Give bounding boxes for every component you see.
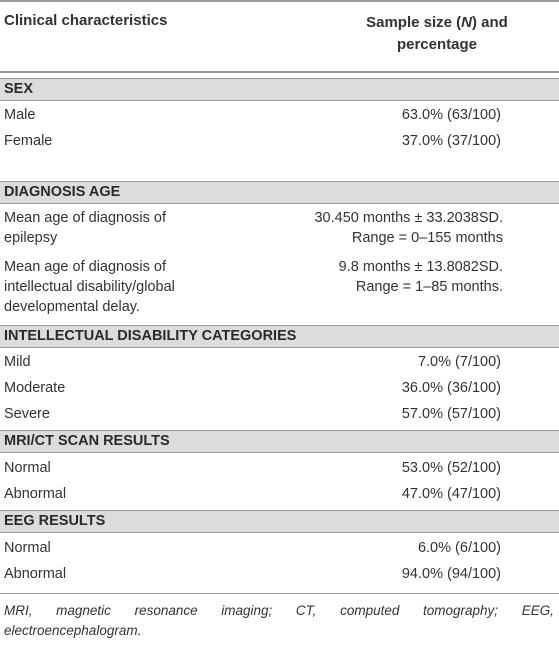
section-id-categories xyxy=(0,325,559,348)
footnote-word: EEG, xyxy=(521,603,554,618)
row-female-label: Female xyxy=(4,133,53,149)
section-eeg xyxy=(0,510,559,533)
row-eeg-normal-value: 6.0% (6/100) xyxy=(417,540,501,556)
row-mri-normal-label: Normal xyxy=(4,460,51,476)
row-male-value: 63.0% (63/100) xyxy=(401,107,501,123)
section-mri-ct-label: MRI/CT SCAN RESULTS xyxy=(4,433,170,449)
header-n-italic: N xyxy=(461,14,473,31)
row-moderate-value: 36.0% (36/100) xyxy=(401,380,501,396)
row-id-gdd-label xyxy=(4,257,175,317)
row-epilepsy-value-1: 30.450 months ± 33.2038SD. xyxy=(314,210,503,226)
row-mri-abnormal-value: 47.0% (47/100) xyxy=(401,486,501,502)
footnote-line-2: electroencephalogram. xyxy=(4,623,142,638)
row-id-gdd-label-1: Mean age of diagnosis of xyxy=(4,259,167,275)
row-epilepsy-value-2: Range = 0–155 months xyxy=(351,230,503,246)
row-epilepsy-label xyxy=(4,208,166,248)
row-mild-value: 7.0% (7/100) xyxy=(417,354,501,370)
row-mri-abnormal-label: Abnormal xyxy=(4,486,67,502)
section-eeg-label: EEG RESULTS xyxy=(4,513,106,529)
table-header xyxy=(0,0,559,73)
section-sex-label: SEX xyxy=(4,81,34,97)
section-sex xyxy=(0,78,559,101)
row-moderate-label: Moderate xyxy=(4,380,66,396)
footnote-word: resonance xyxy=(134,603,198,618)
table-footnote xyxy=(4,601,554,641)
row-male-label: Male xyxy=(4,107,36,123)
header-sample-size-text-b: ) and xyxy=(472,14,508,31)
header-clinical-characteristics: Clinical characteristics xyxy=(4,12,168,29)
footnote-word: MRI, xyxy=(4,603,33,618)
row-epilepsy-label-2: epilepsy xyxy=(4,230,58,246)
header-sample-size xyxy=(357,12,517,56)
row-severe-label: Severe xyxy=(4,406,50,422)
footnote-line-1 xyxy=(4,601,554,621)
footnote-word: magnetic xyxy=(56,603,111,618)
row-epilepsy-value xyxy=(314,208,503,248)
footnote-word: CT, xyxy=(295,603,317,618)
section-diagnosis-age xyxy=(0,181,559,204)
section-mri-ct xyxy=(0,430,559,453)
row-eeg-normal-label: Normal xyxy=(4,540,51,556)
row-eeg-abnormal-label: Abnormal xyxy=(4,566,67,582)
row-id-gdd-value-2: Range = 1–85 months. xyxy=(355,279,503,295)
row-mild-label: Mild xyxy=(4,354,31,370)
row-female-value: 37.0% (37/100) xyxy=(401,133,501,149)
table-bottom-rule xyxy=(0,593,559,594)
row-id-gdd-label-3: developmental delay. xyxy=(4,299,140,315)
row-mri-normal-value: 53.0% (52/100) xyxy=(401,460,501,476)
section-diagnosis-age-label: DIAGNOSIS AGE xyxy=(4,184,121,200)
footnote-word: tomography; xyxy=(423,603,499,618)
row-id-gdd-value xyxy=(339,257,503,297)
section-id-categories-label: INTELLECTUAL DISABILITY CATEGORIES xyxy=(4,328,297,344)
row-epilepsy-label-1: Mean age of diagnosis of xyxy=(4,210,167,226)
footnote-word: computed xyxy=(340,603,400,618)
row-severe-value: 57.0% (57/100) xyxy=(401,406,501,422)
row-id-gdd-label-2: intellectual disability/global xyxy=(4,279,175,295)
row-id-gdd-value-1: 9.8 months ± 13.8082SD. xyxy=(338,259,503,275)
header-percentage: percentage xyxy=(396,36,478,53)
header-sample-size-text: Sample size ( xyxy=(366,14,462,31)
footnote-word: imaging; xyxy=(221,603,273,618)
row-eeg-abnormal-value: 94.0% (94/100) xyxy=(401,566,501,582)
